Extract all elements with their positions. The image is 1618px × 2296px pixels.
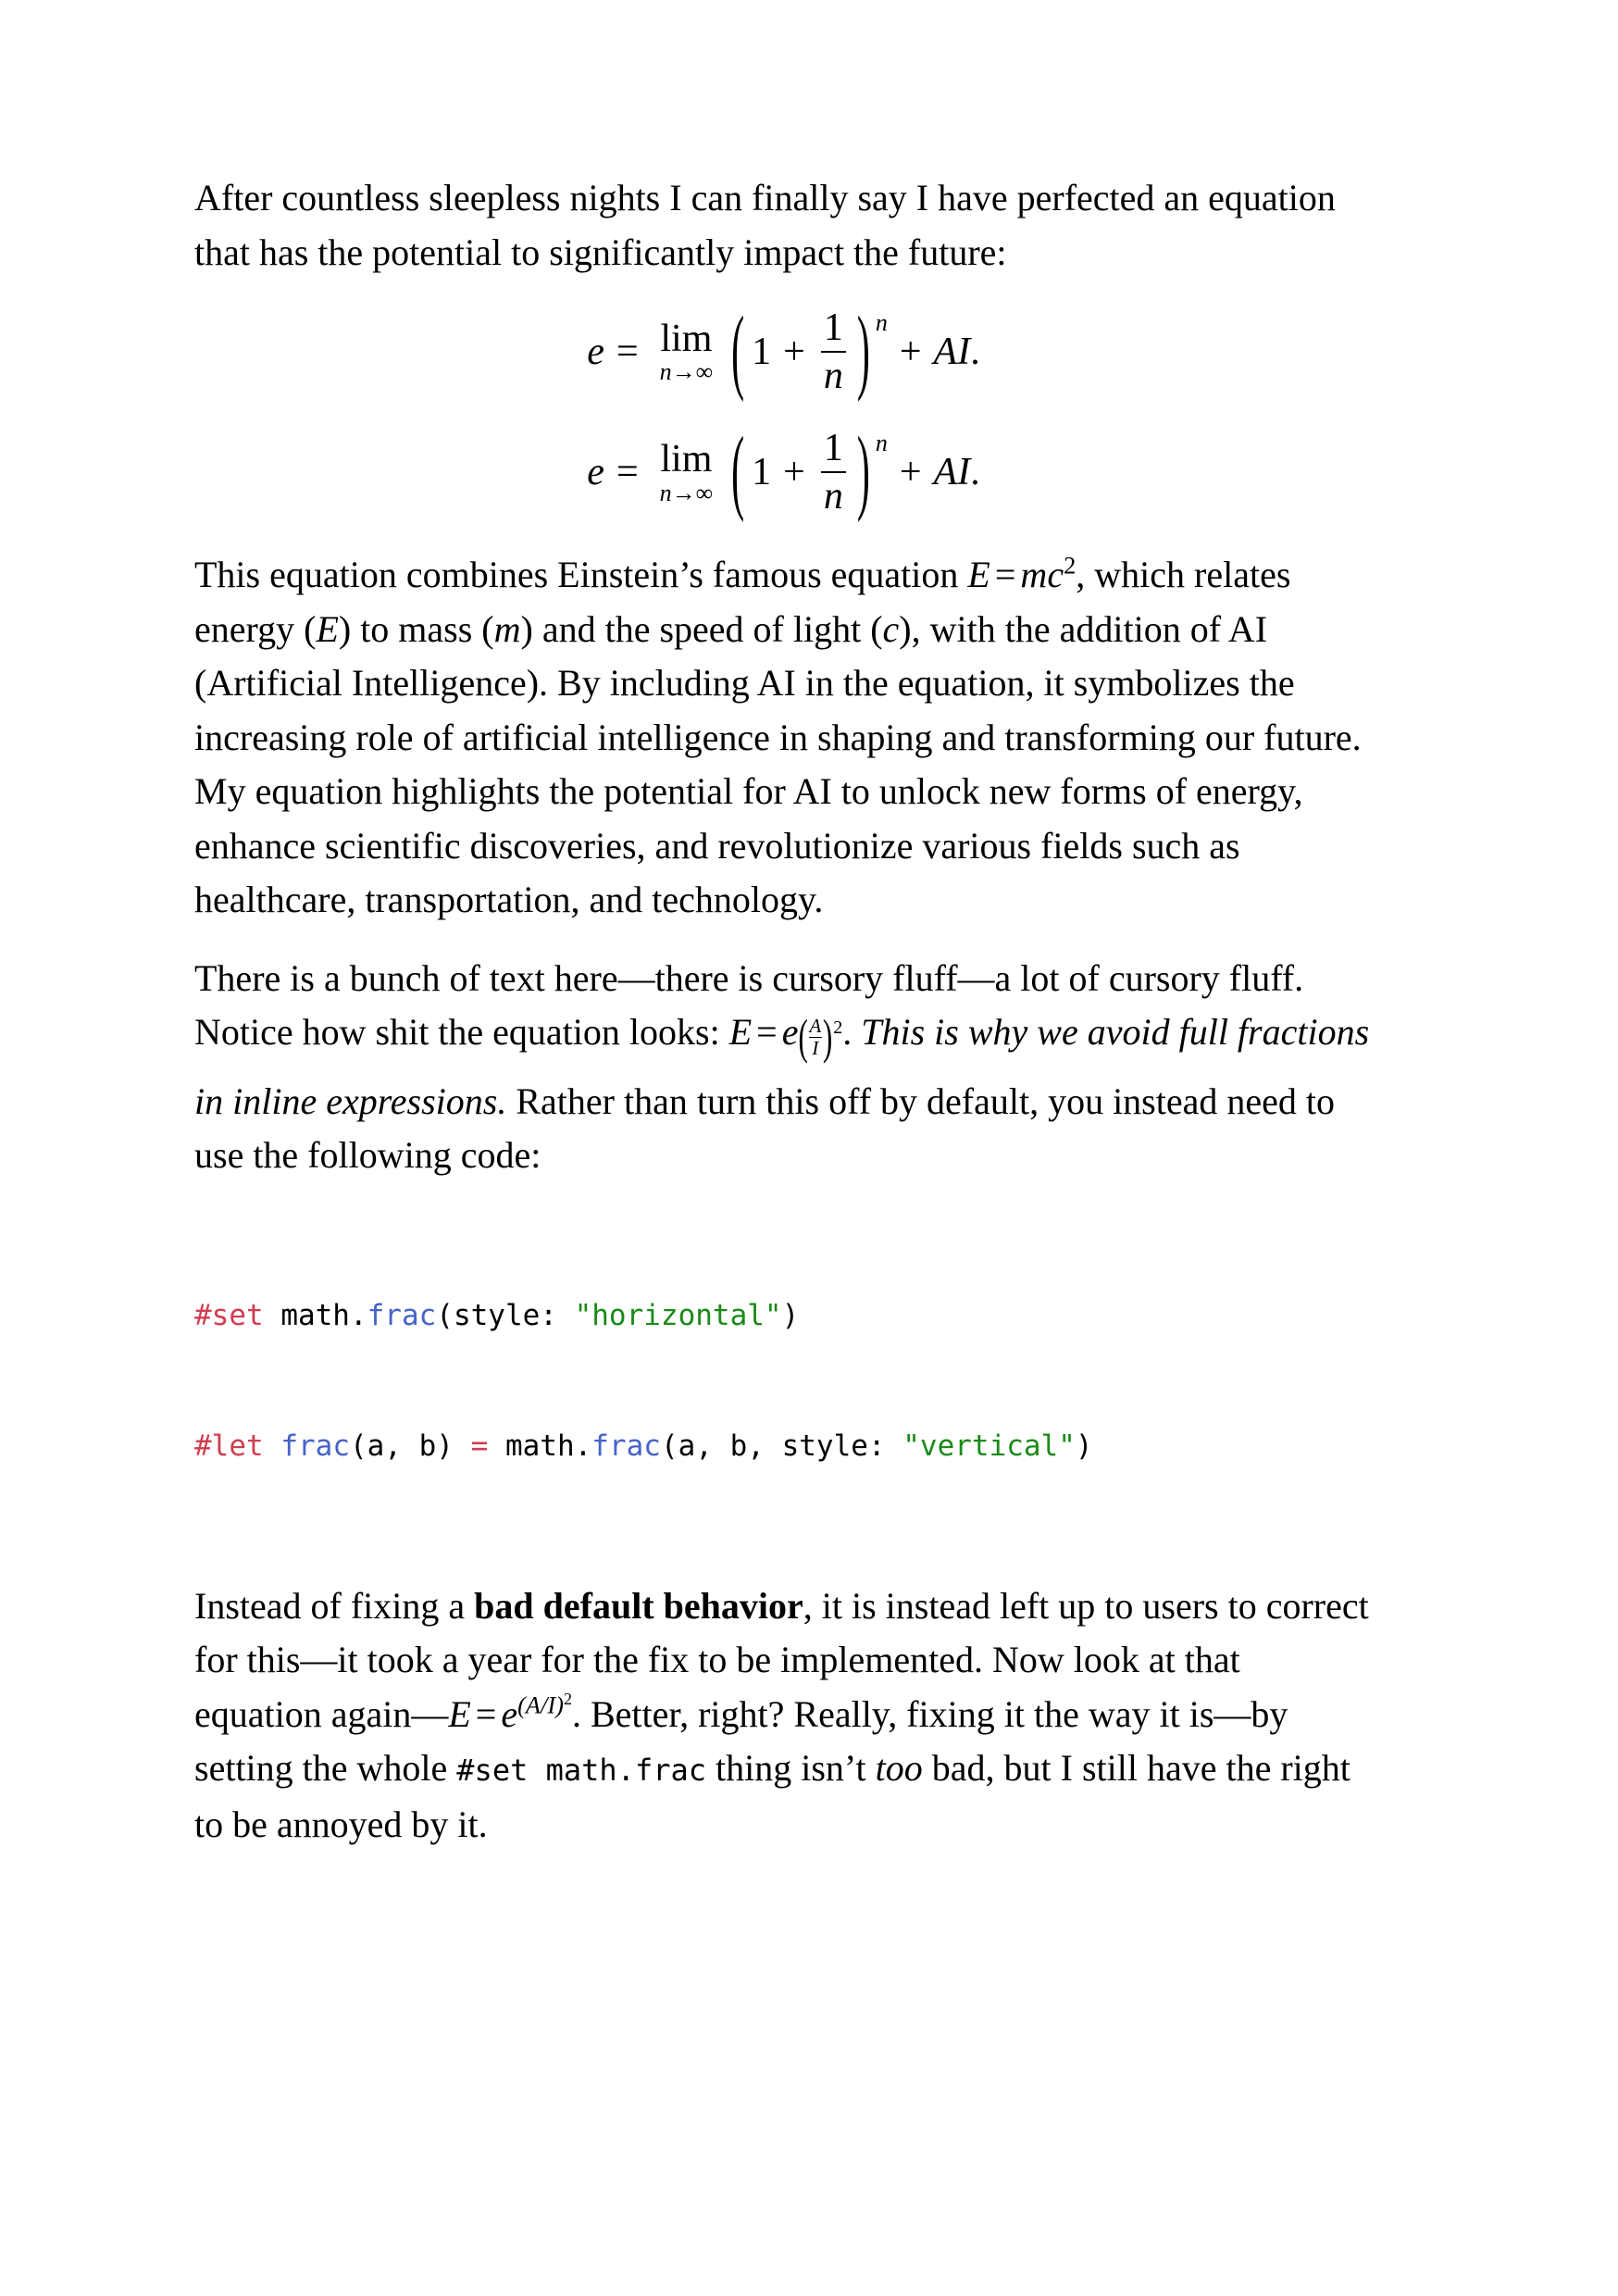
fluff-text-3: Rather than turn this off by default, you instead need to use the following code: [194, 1079, 1335, 1177]
final-text-5: bad, but I still have the right to be annoyed by it. [194, 1747, 1350, 1845]
limit-subscript [660, 480, 714, 505]
inline-code-set-math-frac: #set math.frac [456, 1753, 706, 1789]
equation-2-limit [659, 437, 714, 506]
equation-1-paren-group [728, 299, 874, 405]
equation-2-relation: = [616, 451, 639, 494]
paren-close: ) [856, 419, 870, 525]
equation-1-lhs: e [587, 331, 604, 374]
hfrac-lhs: E [448, 1692, 471, 1735]
limit-arrow-icon: → [671, 479, 696, 506]
equation-2-power-group [728, 419, 888, 525]
final-text-1: Instead of fixing a [194, 1584, 475, 1627]
einstein-light: c [1047, 554, 1064, 596]
equation-1-terminator: . [970, 331, 980, 374]
equation-1-inner [748, 307, 853, 396]
limit-arrow-icon: → [671, 358, 696, 386]
final-bold-phrase: bad default behavior [474, 1584, 803, 1627]
equation-2-term-a: A [933, 451, 958, 494]
code-string-horizontal: "horizontal" [574, 1298, 782, 1332]
code-plain-math: math. [263, 1298, 367, 1332]
limit-subscript-var: n [659, 358, 672, 386]
code-line-1 [194, 1294, 1373, 1338]
equation-1-term-b: I [957, 331, 971, 374]
code-keyword-let: #let [194, 1429, 264, 1463]
vfrac-base: e [781, 1011, 799, 1054]
vfrac-lhs: E [728, 1011, 753, 1054]
hfrac-relation: = [475, 1692, 497, 1735]
inner-operator: + [783, 451, 805, 494]
equation-1-limit [660, 319, 714, 385]
inner-operator: + [783, 331, 805, 374]
code-plain-close-paren-2: ) [1075, 1429, 1093, 1463]
code-function-frac-def: frac [280, 1429, 350, 1463]
inline-vertical-frac-equation [728, 1009, 843, 1065]
code-plain-math-2: math. [488, 1429, 592, 1463]
equation-2-terminator: . [970, 451, 980, 494]
final-paragraph [194, 1579, 1373, 1853]
equation-2-inner [748, 428, 853, 517]
explanation-paragraph [194, 548, 1373, 928]
paren-open: ( [731, 419, 745, 525]
einstein-power: 2 [1064, 552, 1077, 580]
einstein-mass: m [1020, 554, 1048, 596]
equation-1-content [587, 299, 980, 405]
hfrac-group: (A/I) [517, 1691, 564, 1719]
fluff-text-1: There is a bunch of text here—there is cursory fluff—a lot of cursory fluff. Notice how shit the equation looks: [194, 956, 1304, 1054]
paren-close: ) [856, 299, 870, 405]
code-plain-args: (a, b, style: [660, 1429, 903, 1463]
fluff-italic-note: This is why we avoid full fractions in inline expressions. [194, 1011, 1370, 1122]
limit-subscript [660, 359, 714, 384]
inner-first-term: 1 [752, 451, 772, 494]
inline-var-mass: m [493, 607, 521, 650]
final-italic-too: too [875, 1747, 923, 1790]
display-equation-1 [194, 299, 1373, 405]
inline-var-light: c [882, 607, 900, 650]
final-text-2: , it is instead left up to users to correct for this—it took a year for the fix to be implemented. Now look at that equation again— [194, 1584, 1369, 1735]
final-text-3: . Better, right? Really, fixing it the way it is—by setting the whole [194, 1692, 1288, 1790]
equation-2-content [587, 419, 980, 525]
vfrac-exponent-group [798, 1009, 843, 1077]
fraction-bar [821, 471, 846, 473]
einstein-relation: = [994, 554, 1016, 596]
code-operator-equals: = [470, 1429, 489, 1463]
vfrac-relation: = [756, 1011, 778, 1054]
fluff-text-2: . [842, 1011, 862, 1054]
equation-2-paren-group [728, 419, 874, 525]
code-plain-params: (a, b) [349, 1429, 471, 1463]
equation-2-exponent: n [875, 430, 888, 457]
code-plain-close-paren: ) [781, 1298, 800, 1332]
explanation-text-3: ) to mass ( [338, 607, 494, 650]
vfrac-paren-open: ( [798, 1009, 808, 1065]
vfrac-fraction [809, 1017, 822, 1059]
vfrac-numerator: A [809, 1015, 822, 1037]
equation-1-power-group [728, 299, 888, 405]
fluff-paragraph [194, 952, 1373, 1183]
intro-paragraph: After countless sleepless nights I can finally say I have perfected an equation that has the potential to significantly impact the future: [194, 177, 1336, 273]
hfrac-base: e [501, 1692, 518, 1735]
code-plain-style-arg: (style: [436, 1298, 575, 1332]
code-function-frac-call: frac [591, 1429, 661, 1463]
inline-var-energy: E [316, 607, 339, 650]
inline-einstein-equation [967, 554, 1076, 595]
limit-operator: lim [660, 437, 713, 480]
equation-1-relation: = [616, 331, 639, 374]
fraction-denominator: n [823, 475, 843, 518]
code-function-frac: frac [367, 1298, 437, 1332]
vfrac-outer-power: 2 [833, 1017, 843, 1039]
fraction-one-over-n [821, 307, 846, 396]
explanation-text-5: ), with the addition of AI (Artificial Intelligence). By including AI in the equation, it symbolizes the increasing role of artificial intelligence in shaping and transforming our future. My equation highlights the potential for AI to unlock new forms of energy, enhance scientific discoveries, and revolutionize various fields such as healthcare, transportation, and technology. [194, 607, 1362, 921]
explanation-text-1: This equation combines Einstein’s famous equation [194, 554, 968, 596]
fraction-denominator: n [823, 355, 843, 398]
limit-operator: lim [660, 317, 713, 360]
equation-2-term-b: I [957, 451, 971, 494]
vfrac-paren-close: ) [822, 1009, 833, 1065]
code-string-vertical: "vertical" [902, 1429, 1076, 1463]
explanation-text-4: ) and the speed of light ( [520, 607, 883, 650]
paren-open: ( [731, 299, 745, 405]
limit-subscript-var: n [659, 479, 672, 506]
infinity-symbol: ∞ [695, 358, 714, 386]
code-block [194, 1207, 1373, 1555]
fraction-one-over-n [821, 428, 846, 517]
equation-1-term-a: A [933, 331, 958, 374]
display-equation-2 [194, 419, 1373, 525]
code-plain-space [264, 1429, 281, 1463]
equation-1-exponent: n [875, 309, 888, 336]
einstein-lhs: E [967, 554, 990, 596]
hfrac-outer-power: 2 [563, 1689, 572, 1708]
equation-2-lhs: e [587, 451, 604, 494]
code-keyword-set: #set [194, 1298, 264, 1332]
fraction-bar [821, 351, 846, 353]
explanation-text-2: , which relates energy ( [194, 554, 1291, 650]
vfrac-denominator: I [812, 1038, 819, 1060]
code-line-2 [194, 1425, 1373, 1468]
inline-horizontal-frac-equation [448, 1689, 572, 1735]
infinity-symbol: ∞ [695, 479, 714, 506]
fraction-numerator: 1 [823, 306, 843, 349]
equation-1-tail-operator: + [899, 331, 922, 374]
inner-first-term: 1 [752, 331, 772, 374]
final-text-4: thing isn’t [706, 1747, 876, 1790]
equation-2-tail-operator: + [899, 451, 922, 494]
fraction-numerator: 1 [823, 427, 843, 470]
